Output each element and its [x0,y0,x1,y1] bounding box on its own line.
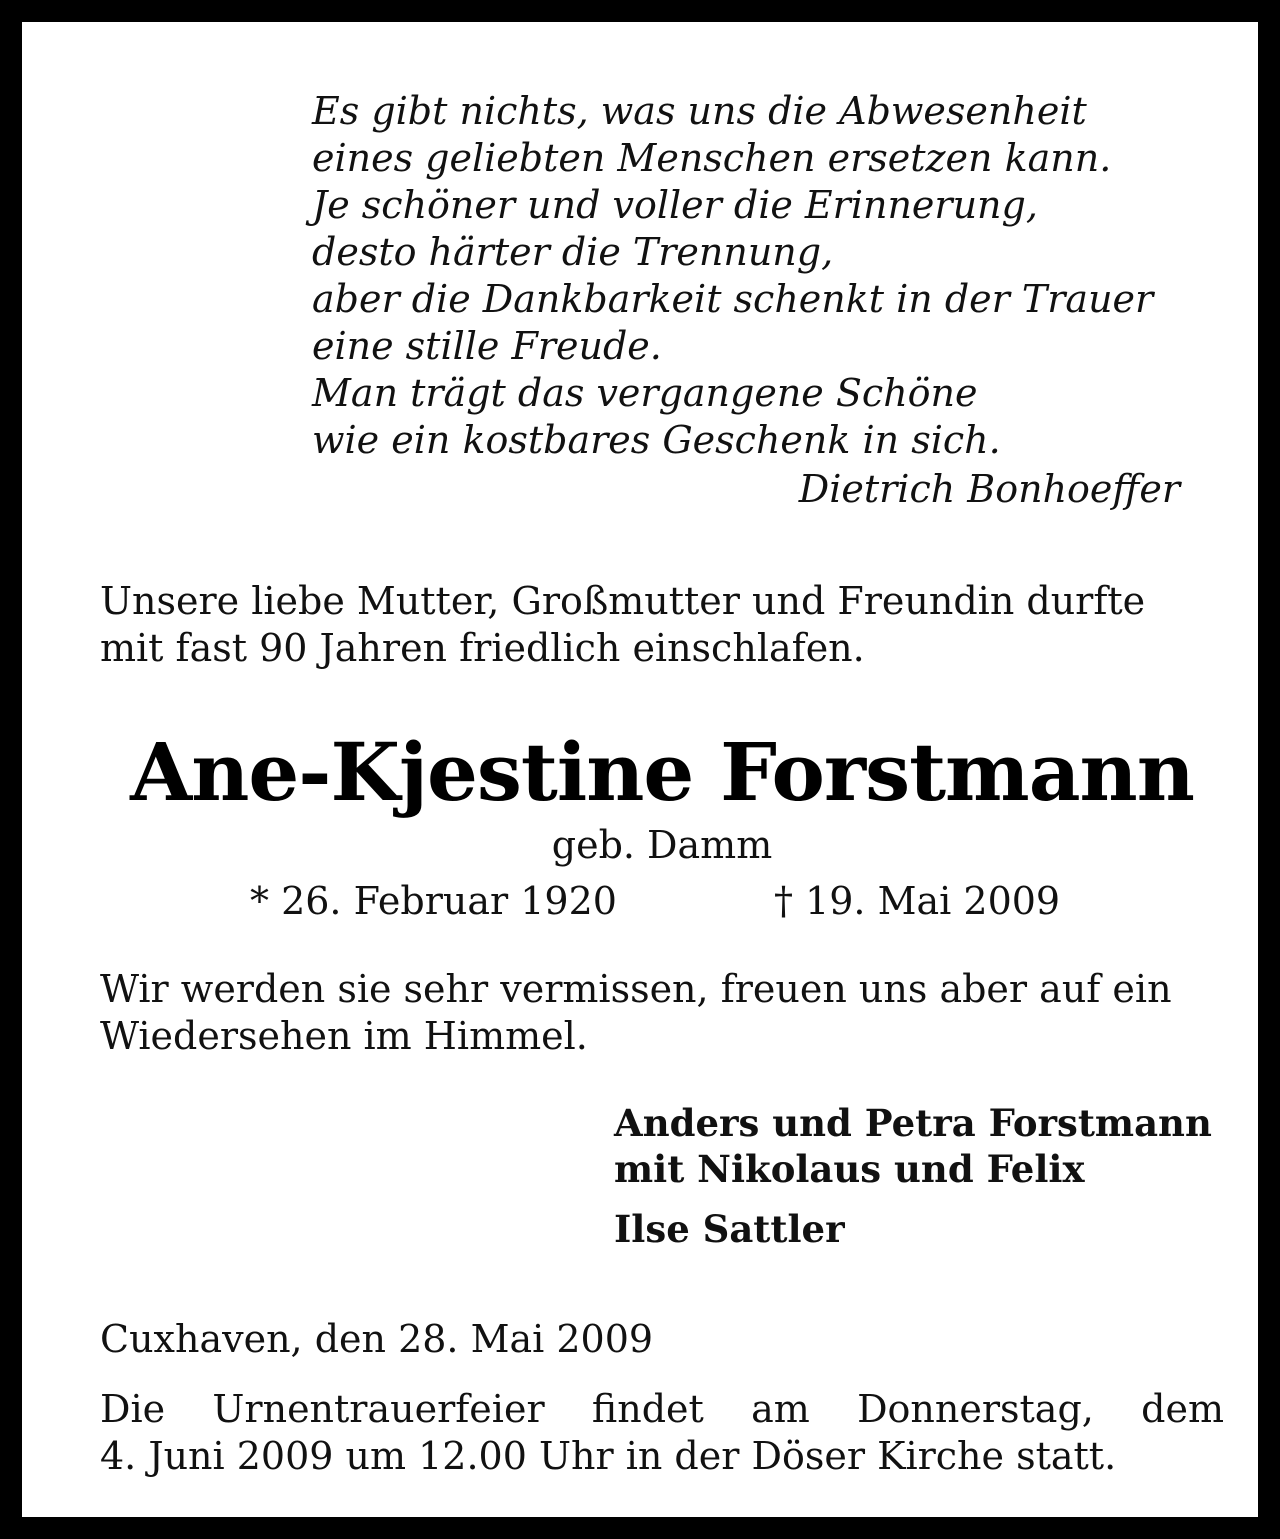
closing-line: Wir werden sie sehr vermissen, freuen uns aber auf ein [100,967,1172,1011]
poem-line: aber die Dankbarkeit schenkt in der Trauer [312,277,1154,321]
maiden-name: geb. Damm [551,823,773,867]
intro-line: mit fast 90 Jahren friedlich einschlafen. [100,626,865,670]
poem-line: eines geliebten Menschen ersetzen kann. [312,136,1112,180]
birth-date: * 26. Februar 1920 [250,879,617,923]
mourner-family-line: mit Nikolaus und Felix [614,1147,1085,1191]
poem-line: Je schöner und voller die Erinnerung, [312,183,1038,227]
poem-author: Dietrich Bonhoeffer [798,467,1180,511]
intro-text [100,578,1224,672]
poem-quote [312,88,1232,464]
poem-line: wie ein kostbares Geschenk in sich. [312,418,1001,462]
place-and-date: Cuxhaven, den 28. Mai 2009 [100,1317,654,1361]
closing-text [100,966,1224,1060]
mourner-name: Ilse Sattler [614,1207,845,1251]
death-date: † 19. Mai 2009 [774,879,1061,923]
service-line: 4. Juni 2009 um 12.00 Uhr in der Döser Kirche statt. [100,1434,1117,1478]
deceased-name: Ane-Kjestine Forstmann [130,725,1194,819]
mourners-list [614,1100,1212,1252]
poem-line: Man trägt das vergangene Schöne [312,371,978,415]
service-notice [100,1386,1224,1480]
service-line: Die Urnentrauerfeier findet am Donnerstag, dem [100,1387,1224,1431]
poem-line: eine stille Freude. [312,324,662,368]
poem-line: desto härter die Trennung, [312,230,834,274]
closing-line: Wiedersehen im Himmel. [100,1014,588,1058]
mourner-family-line: Anders und Petra Forstmann [614,1101,1212,1145]
poem-line: Es gibt nichts, was uns die Abwesenheit [312,89,1087,133]
intro-line: Unsere liebe Mutter, Großmutter und Freundin durfte [100,579,1146,623]
